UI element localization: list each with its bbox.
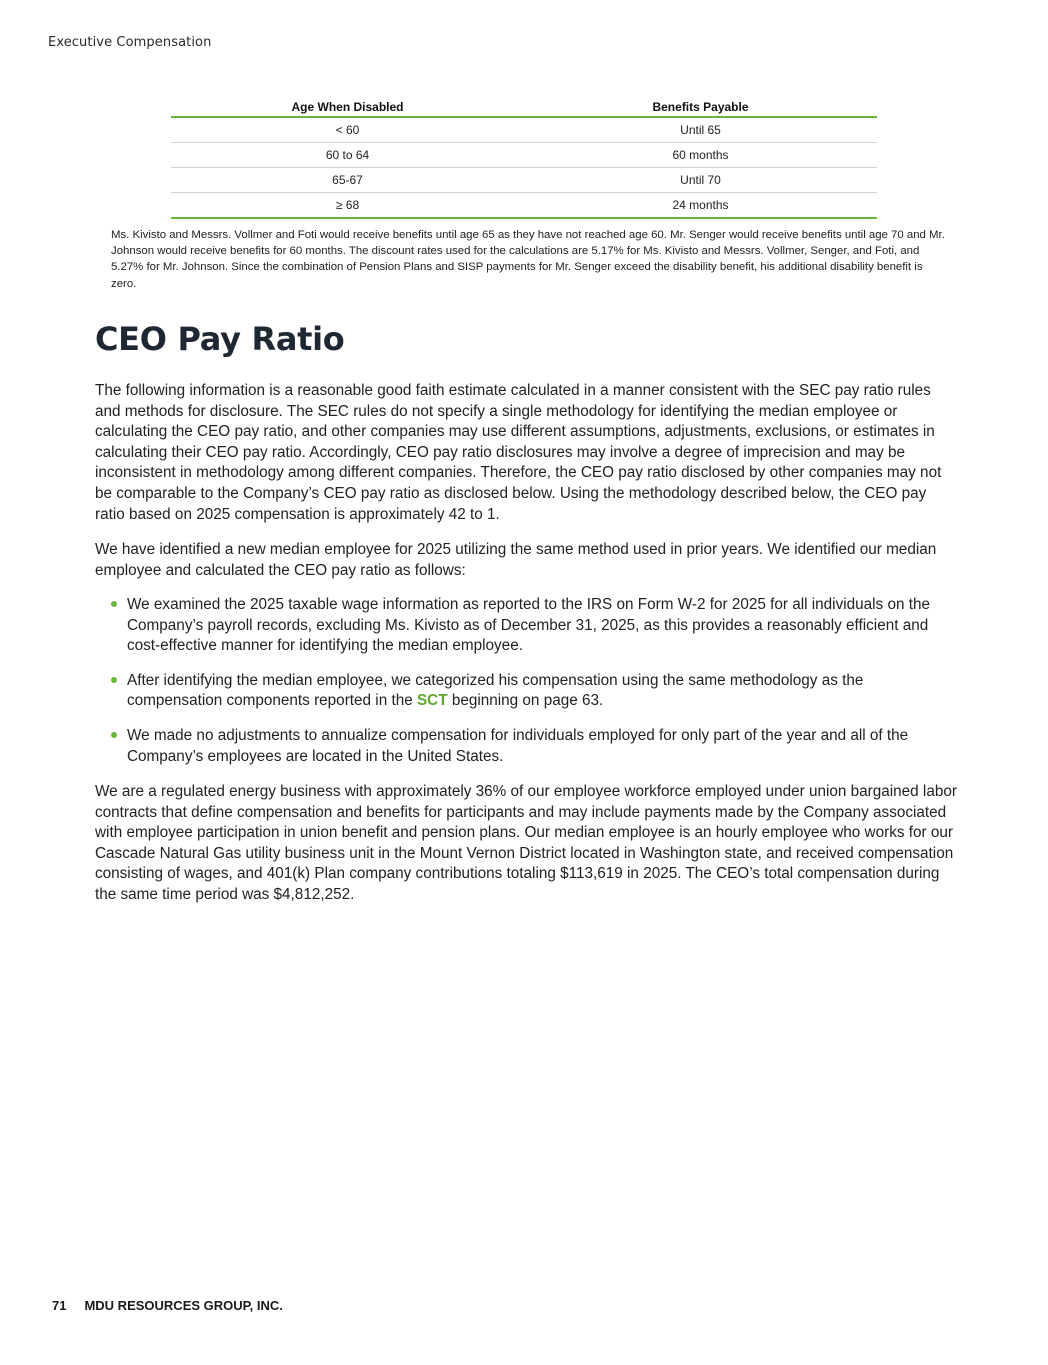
section-heading: CEO Pay Ratio xyxy=(95,320,345,358)
table-row xyxy=(171,143,877,168)
paragraph-text: We have identified a new median employee for 2025 utilizing the same method used in prior years. We identified our median employee and calculated the CEO pay ratio as follows: xyxy=(95,541,937,579)
list-item xyxy=(95,726,957,767)
list-item-text: We made no adjustments to annualize compensation for individuals employed for only part of the year and all of the Company’s employees are located in the United States. xyxy=(127,726,909,765)
list-item-text: beginning on page 63. xyxy=(447,692,604,710)
table-cell: 65-67 xyxy=(171,168,524,193)
table-cell: ≥ 68 xyxy=(171,193,524,219)
table-row xyxy=(171,193,877,219)
table-header-row xyxy=(171,94,877,117)
paragraph-intro xyxy=(95,381,957,525)
column-header-benefits: Benefits Payable xyxy=(524,94,877,117)
table-row xyxy=(171,117,877,143)
list-item xyxy=(95,671,957,712)
bullet-dot-icon xyxy=(111,601,117,607)
table-footnote: Ms. Kivisto and Messrs. Vollmer and Foti would receive benefits until age 65 as they have not reached age 60. Mr. Senger would receive benefits until age 70 and Mr. Johnson would receive benefits for 60 months. The discount rates used for the calculations are 5.17% for Ms. Kivisto and Messrs. Vollmer, Senger, and Foti, and 5.27% for Mr. Johnson. Since the combination of Pension Plans and SISP payments for Mr. Senger exceed the disability benefit, his additional disability benefit is zero. xyxy=(111,229,945,290)
paragraph-median-employee xyxy=(95,540,957,581)
page-number: 71 xyxy=(52,1298,67,1313)
company-name: MDU RESOURCES GROUP, INC. xyxy=(84,1298,283,1313)
table-cell: < 60 xyxy=(171,117,524,143)
table-cell: 60 months xyxy=(524,143,877,168)
table-cell: Until 70 xyxy=(524,168,877,193)
section-label: Executive Compensation xyxy=(48,35,212,50)
paragraph-compensation xyxy=(95,782,957,906)
list-item xyxy=(95,595,957,657)
table-cell: 60 to 64 xyxy=(171,143,524,168)
bullet-dot-icon xyxy=(111,732,117,738)
bullet-dot-icon xyxy=(111,677,117,683)
sct-link[interactable]: SCT xyxy=(416,692,448,710)
page-footer xyxy=(52,1298,283,1313)
table-cell: 24 months xyxy=(524,193,877,219)
disability-benefits-table xyxy=(171,94,877,219)
paragraph-text: We are a regulated energy business with approximately 36% of our employee workforce employed under union bargained labor contracts that define compensation and benefits for participants and may include payments made by the Company associated with employee participation in union benefit and pension plans. Our median employee is an hourly employee who works for our Cascade Natural Gas utility business unit in the Mount Vernon District located in Washington state, and received compensation consisting of wages, and 401(k) Plan company contributions totaling $113,619 in 2025. The CEO’s total compensation during the same time period was $4,812,252. xyxy=(95,783,957,903)
table-cell: Until 65 xyxy=(524,117,877,143)
methodology-list xyxy=(95,595,957,781)
list-item-text: We examined the 2025 taxable wage information as reported to the IRS on Form W-2 for 2025 for all individuals on the Company’s payroll records, excluding Ms. Kivisto as of December 31, 2025, as this provides a reasonably efficient and cost-effective manner for identifying the median employee. xyxy=(127,596,930,655)
table-row xyxy=(171,168,877,193)
column-header-age: Age When Disabled xyxy=(171,94,524,117)
list-item-text: After identifying the median employee, we categorized his compensation using the same methodology as the compensation components reported in the xyxy=(127,671,864,710)
paragraph-text: The following information is a reasonable good faith estimate calculated in a manner consistent with the SEC pay ratio rules and methods for disclosure. The SEC rules do not specify a single methodology for identifying the median employee or calculating the CEO pay ratio, and other companies may use different assumptions, adjustments, exclusions, or estimates in calculating their CEO pay ratio. Accordingly, CEO pay ratio disclosures may involve a degree of imprecision and may be inconsistent in methodology among different companies. Therefore, the CEO pay ratio disclosed by other companies may not be comparable to the Company’s CEO pay ratio as disclosed below. Using the methodology described below, the CEO pay ratio based on 2025 compensation is approximately 42 to 1. xyxy=(95,382,942,523)
